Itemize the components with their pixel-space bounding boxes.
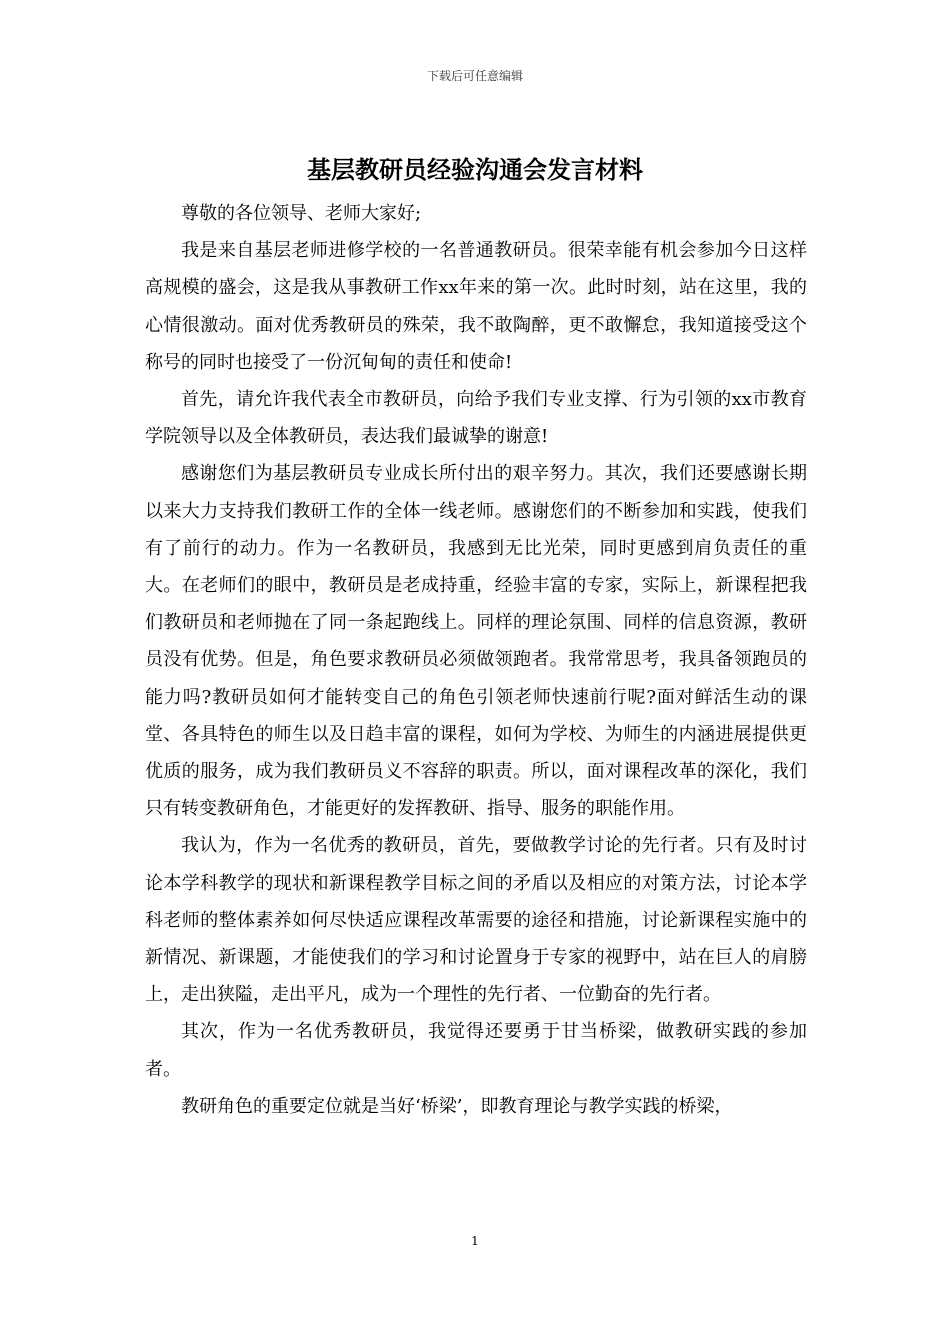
header-note: 下载后可任意编辑 <box>426 69 523 83</box>
paragraph-second-point: 其次，作为一名优秀教研员，我觉得还要勇于甘当桥梁，做教研实践的参加者。 <box>145 1021 807 1080</box>
document-title: 基层教研员经验沟通会发言材料 <box>307 155 643 184</box>
paragraph-first-point: 我认为，作为一名优秀的教研员，首先，要做教学讨论的先行者。只有及时讨论本学科教学的现状和新课程教学目标之间的矛盾以及相应的对策方法，讨论本学科老师的整体素养如何尽快适应课程改革需要的途径和措施，讨论新课程实施中的新情况、新课题，才能使我们的学习和讨论置身于专家的视野中，站在巨人的肩膀上，走出狭隘，走出平凡，成为一个理性的先行者、一位勤奋的先行者。 <box>145 835 807 1006</box>
paragraph-bridge-role: 教研角色的重要定位就是当好‘桥梁’，即教育理论与教学实践的桥梁， <box>181 1095 733 1117</box>
paragraph-thanks: 首先，请允许我代表全市教研员，向给予我们专业支撑、行为引领的xx市教育学院领导以及全体教研员，表达我们最诚挚的谢意! <box>145 389 807 448</box>
page-number: 1 <box>471 1234 479 1248</box>
paragraph-greeting: 尊敬的各位领导、老师大家好; <box>181 203 422 224</box>
paragraph-gratitude: 感谢您们为基层教研员专业成长所付出的艰辛努力。其次，我们还要感谢长期以来大力支持我们教研工作的全体一线老师。感谢您们的不断参加和实践，使我们有了前行的动力。作为一名教研员，我感到无比光荣，同时更感到肩负责任的重大。在老师们的眼中，教研员是老成持重，经验丰富的专家，实际上，新课程把我们教研员和老师抛在了同一条起跑线上。同样的理论氛围、同样的信息资源，教研员没有优势。但是，角色要求教研员必须做领跑者。我常常思考，我具备领跑员的能力吗?教研员如何才能转变自己的角色引领老师快速前行呢?面对鲜活生动的课堂、各具特色的师生以及日趋丰富的课程，如何为学校、为师生的内涵进展提供更优质的服务，成为我们教研员义不容辞的职责。所以，面对课程改革的深化，我们只有转变教研角色，才能更好的发挥教研、指导、服务的职能作用。 <box>145 463 807 820</box>
paragraph-introduction: 我是来自基层老师进修学校的一名普通教研员。很荣幸能有机会参加今日这样高规模的盛会，这是我从事教研工作xx年来的第一次。此时时刻，站在这里，我的心情很激动。面对优秀教研员的殊荣，我不敢陶醉，更不敢懈怠，我知道接受这个称号的同时也接受了一份沉甸甸的责任和使命! <box>145 240 807 373</box>
document-body <box>145 195 807 1125</box>
